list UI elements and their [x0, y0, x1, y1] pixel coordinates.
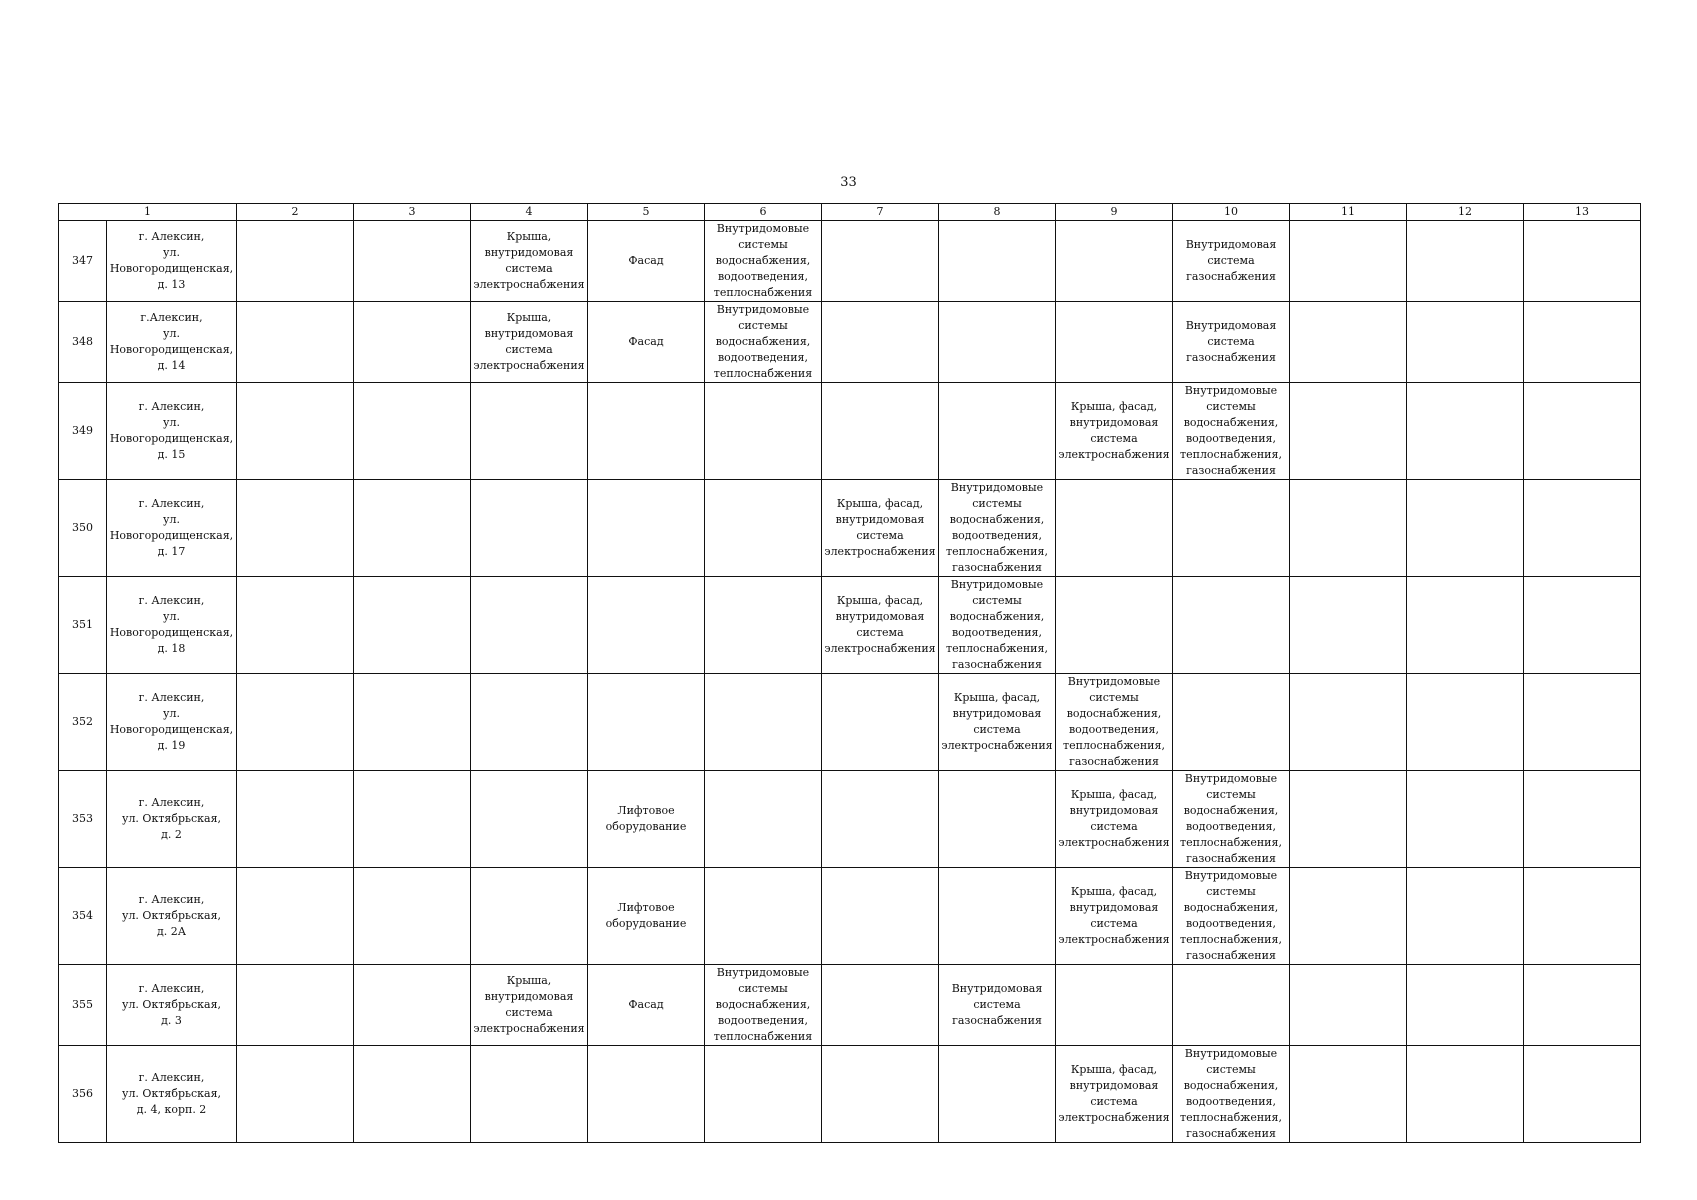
- header-cell-5: 5: [588, 204, 705, 221]
- cell-col-8: [939, 302, 1056, 383]
- cell-col-3: [354, 771, 471, 868]
- cell-col-2: [237, 383, 354, 480]
- header-cell-1: 1: [59, 204, 237, 221]
- header-cell-13: 13: [1524, 204, 1641, 221]
- row-number: 354: [59, 868, 107, 965]
- address-cell: г. Алексин, ул. Новогородищенская, д. 19: [107, 674, 237, 771]
- cell-col-5: Лифтовое оборудование: [588, 868, 705, 965]
- cell-col-7: [822, 383, 939, 480]
- cell-col-5: [588, 1046, 705, 1143]
- cell-col-3: [354, 868, 471, 965]
- row-number: 351: [59, 577, 107, 674]
- cell-col-13: [1524, 221, 1641, 302]
- cell-col-5: [588, 577, 705, 674]
- cell-col-11: [1290, 1046, 1407, 1143]
- cell-col-7: Крыша, фасад, внутридомовая система электроснабжения: [822, 577, 939, 674]
- cell-col-6: Внутридомовые системы водоснабжения, водоотведения, теплоснабжения: [705, 302, 822, 383]
- address-cell: г. Алексин, ул. Октябрьская, д. 2: [107, 771, 237, 868]
- cell-col-8: [939, 383, 1056, 480]
- cell-col-13: [1524, 1046, 1641, 1143]
- cell-col-2: [237, 771, 354, 868]
- cell-col-4: [471, 771, 588, 868]
- row-number: 348: [59, 302, 107, 383]
- cell-col-11: [1290, 383, 1407, 480]
- cell-col-6: [705, 1046, 822, 1143]
- repair-schedule-table: [58, 203, 1641, 1143]
- cell-col-7: [822, 868, 939, 965]
- cell-col-10: Внутридомовая система газоснабжения: [1173, 221, 1290, 302]
- cell-col-10: Внутридомовые системы водоснабжения, водоотведения, теплоснабжения, газоснабжения: [1173, 1046, 1290, 1143]
- cell-col-7: Крыша, фасад, внутридомовая система электроснабжения: [822, 480, 939, 577]
- cell-col-10: [1173, 577, 1290, 674]
- cell-col-10: [1173, 674, 1290, 771]
- cell-col-3: [354, 1046, 471, 1143]
- cell-col-2: [237, 480, 354, 577]
- cell-col-9: Крыша, фасад, внутридомовая система электроснабжения: [1056, 383, 1173, 480]
- cell-col-12: [1407, 868, 1524, 965]
- address-cell: г. Алексин, ул. Октябрьская, д. 4, корп. 2: [107, 1046, 237, 1143]
- cell-col-7: [822, 1046, 939, 1143]
- header-cell-12: 12: [1407, 204, 1524, 221]
- header-cell-11: 11: [1290, 204, 1407, 221]
- cell-col-4: [471, 480, 588, 577]
- page-number: 33: [840, 175, 857, 190]
- cell-col-11: [1290, 302, 1407, 383]
- cell-col-13: [1524, 383, 1641, 480]
- cell-col-5: [588, 674, 705, 771]
- cell-col-2: [237, 868, 354, 965]
- table-row: [59, 221, 1641, 302]
- cell-col-2: [237, 577, 354, 674]
- cell-col-2: [237, 221, 354, 302]
- table-row: [59, 674, 1641, 771]
- cell-col-12: [1407, 480, 1524, 577]
- cell-col-6: [705, 771, 822, 868]
- cell-col-5: Фасад: [588, 302, 705, 383]
- cell-col-7: [822, 771, 939, 868]
- cell-col-6: [705, 480, 822, 577]
- cell-col-13: [1524, 771, 1641, 868]
- cell-col-11: [1290, 965, 1407, 1046]
- table-row: [59, 771, 1641, 868]
- cell-col-9: Крыша, фасад, внутридомовая система электроснабжения: [1056, 868, 1173, 965]
- row-number: 353: [59, 771, 107, 868]
- cell-col-3: [354, 480, 471, 577]
- cell-col-13: [1524, 965, 1641, 1046]
- cell-col-13: [1524, 302, 1641, 383]
- cell-col-12: [1407, 221, 1524, 302]
- cell-col-9: [1056, 302, 1173, 383]
- cell-col-2: [237, 674, 354, 771]
- cell-col-6: [705, 674, 822, 771]
- cell-col-8: [939, 1046, 1056, 1143]
- row-number: 350: [59, 480, 107, 577]
- cell-col-4: [471, 674, 588, 771]
- header-cell-4: 4: [471, 204, 588, 221]
- cell-col-10: [1173, 965, 1290, 1046]
- cell-col-8: Внутридомовые системы водоснабжения, водоотведения, теплоснабжения, газоснабжения: [939, 577, 1056, 674]
- cell-col-7: [822, 965, 939, 1046]
- cell-col-12: [1407, 577, 1524, 674]
- cell-col-9: [1056, 221, 1173, 302]
- cell-col-8: [939, 221, 1056, 302]
- row-number: 352: [59, 674, 107, 771]
- header-cell-8: 8: [939, 204, 1056, 221]
- cell-col-9: Крыша, фасад, внутридомовая система электроснабжения: [1056, 1046, 1173, 1143]
- cell-col-13: [1524, 674, 1641, 771]
- cell-col-6: [705, 577, 822, 674]
- cell-col-8: [939, 771, 1056, 868]
- cell-col-9: [1056, 965, 1173, 1046]
- cell-col-12: [1407, 965, 1524, 1046]
- address-cell: г. Алексин, ул. Новогородищенская, д. 15: [107, 383, 237, 480]
- cell-col-10: Внутридомовые системы водоснабжения, водоотведения, теплоснабжения, газоснабжения: [1173, 383, 1290, 480]
- cell-col-8: Крыша, фасад, внутридомовая система электроснабжения: [939, 674, 1056, 771]
- address-cell: г. Алексин, ул. Новогородищенская, д. 13: [107, 221, 237, 302]
- cell-col-7: [822, 674, 939, 771]
- cell-col-8: Внутридомовая система газоснабжения: [939, 965, 1056, 1046]
- cell-col-11: [1290, 868, 1407, 965]
- cell-col-4: Крыша, внутридомовая система электроснабжения: [471, 302, 588, 383]
- cell-col-13: [1524, 868, 1641, 965]
- cell-col-6: Внутридомовые системы водоснабжения, водоотведения, теплоснабжения: [705, 221, 822, 302]
- table-row: [59, 383, 1641, 480]
- table-row: [59, 965, 1641, 1046]
- row-number: 347: [59, 221, 107, 302]
- cell-col-2: [237, 965, 354, 1046]
- cell-col-7: [822, 221, 939, 302]
- address-cell: г. Алексин, ул. Октябрьская, д. 2А: [107, 868, 237, 965]
- cell-col-3: [354, 221, 471, 302]
- cell-col-10: Внутридомовые системы водоснабжения, водоотведения, теплоснабжения, газоснабжения: [1173, 868, 1290, 965]
- cell-col-8: [939, 868, 1056, 965]
- cell-col-6: [705, 383, 822, 480]
- cell-col-8: Внутридомовые системы водоснабжения, водоотведения, теплоснабжения, газоснабжения: [939, 480, 1056, 577]
- cell-col-7: [822, 302, 939, 383]
- cell-col-11: [1290, 221, 1407, 302]
- table-row: [59, 480, 1641, 577]
- cell-col-5: [588, 480, 705, 577]
- cell-col-6: [705, 868, 822, 965]
- cell-col-13: [1524, 577, 1641, 674]
- cell-col-11: [1290, 577, 1407, 674]
- cell-col-11: [1290, 480, 1407, 577]
- cell-col-12: [1407, 302, 1524, 383]
- cell-col-4: [471, 868, 588, 965]
- header-cell-6: 6: [705, 204, 822, 221]
- address-cell: г. Алексин, ул. Новогородищенская, д. 17: [107, 480, 237, 577]
- cell-col-4: [471, 383, 588, 480]
- cell-col-3: [354, 674, 471, 771]
- cell-col-5: [588, 383, 705, 480]
- cell-col-9: [1056, 480, 1173, 577]
- address-cell: г.Алексин, ул. Новогородищенская, д. 14: [107, 302, 237, 383]
- cell-col-10: Внутридомовая система газоснабжения: [1173, 302, 1290, 383]
- header-cell-10: 10: [1173, 204, 1290, 221]
- cell-col-5: Фасад: [588, 965, 705, 1046]
- address-cell: г. Алексин, ул. Октябрьская, д. 3: [107, 965, 237, 1046]
- cell-col-4: Крыша, внутридомовая система электроснабжения: [471, 965, 588, 1046]
- cell-col-12: [1407, 771, 1524, 868]
- cell-col-10: [1173, 480, 1290, 577]
- cell-col-6: Внутридомовые системы водоснабжения, водоотведения, теплоснабжения: [705, 965, 822, 1046]
- cell-col-9: Внутридомовые системы водоснабжения, водоотведения, теплоснабжения, газоснабжения: [1056, 674, 1173, 771]
- table-row: [59, 1046, 1641, 1143]
- cell-col-5: Лифтовое оборудование: [588, 771, 705, 868]
- cell-col-4: Крыша, внутридомовая система электроснабжения: [471, 221, 588, 302]
- table-row: [59, 302, 1641, 383]
- table-row: [59, 577, 1641, 674]
- cell-col-9: [1056, 577, 1173, 674]
- cell-col-3: [354, 965, 471, 1046]
- cell-col-11: [1290, 771, 1407, 868]
- table-row: [59, 868, 1641, 965]
- cell-col-5: Фасад: [588, 221, 705, 302]
- row-number: 356: [59, 1046, 107, 1143]
- column-number-header-row: [59, 204, 1641, 221]
- cell-col-12: [1407, 674, 1524, 771]
- cell-col-3: [354, 383, 471, 480]
- row-number: 355: [59, 965, 107, 1046]
- cell-col-10: Внутридомовые системы водоснабжения, водоотведения, теплоснабжения, газоснабжения: [1173, 771, 1290, 868]
- cell-col-3: [354, 302, 471, 383]
- cell-col-13: [1524, 480, 1641, 577]
- cell-col-12: [1407, 383, 1524, 480]
- header-cell-2: 2: [237, 204, 354, 221]
- cell-col-2: [237, 302, 354, 383]
- cell-col-11: [1290, 674, 1407, 771]
- cell-col-4: [471, 1046, 588, 1143]
- header-cell-3: 3: [354, 204, 471, 221]
- cell-col-4: [471, 577, 588, 674]
- row-number: 349: [59, 383, 107, 480]
- address-cell: г. Алексин, ул. Новогородищенская, д. 18: [107, 577, 237, 674]
- header-cell-7: 7: [822, 204, 939, 221]
- cell-col-2: [237, 1046, 354, 1143]
- header-cell-9: 9: [1056, 204, 1173, 221]
- cell-col-12: [1407, 1046, 1524, 1143]
- cell-col-3: [354, 577, 471, 674]
- cell-col-9: Крыша, фасад, внутридомовая система электроснабжения: [1056, 771, 1173, 868]
